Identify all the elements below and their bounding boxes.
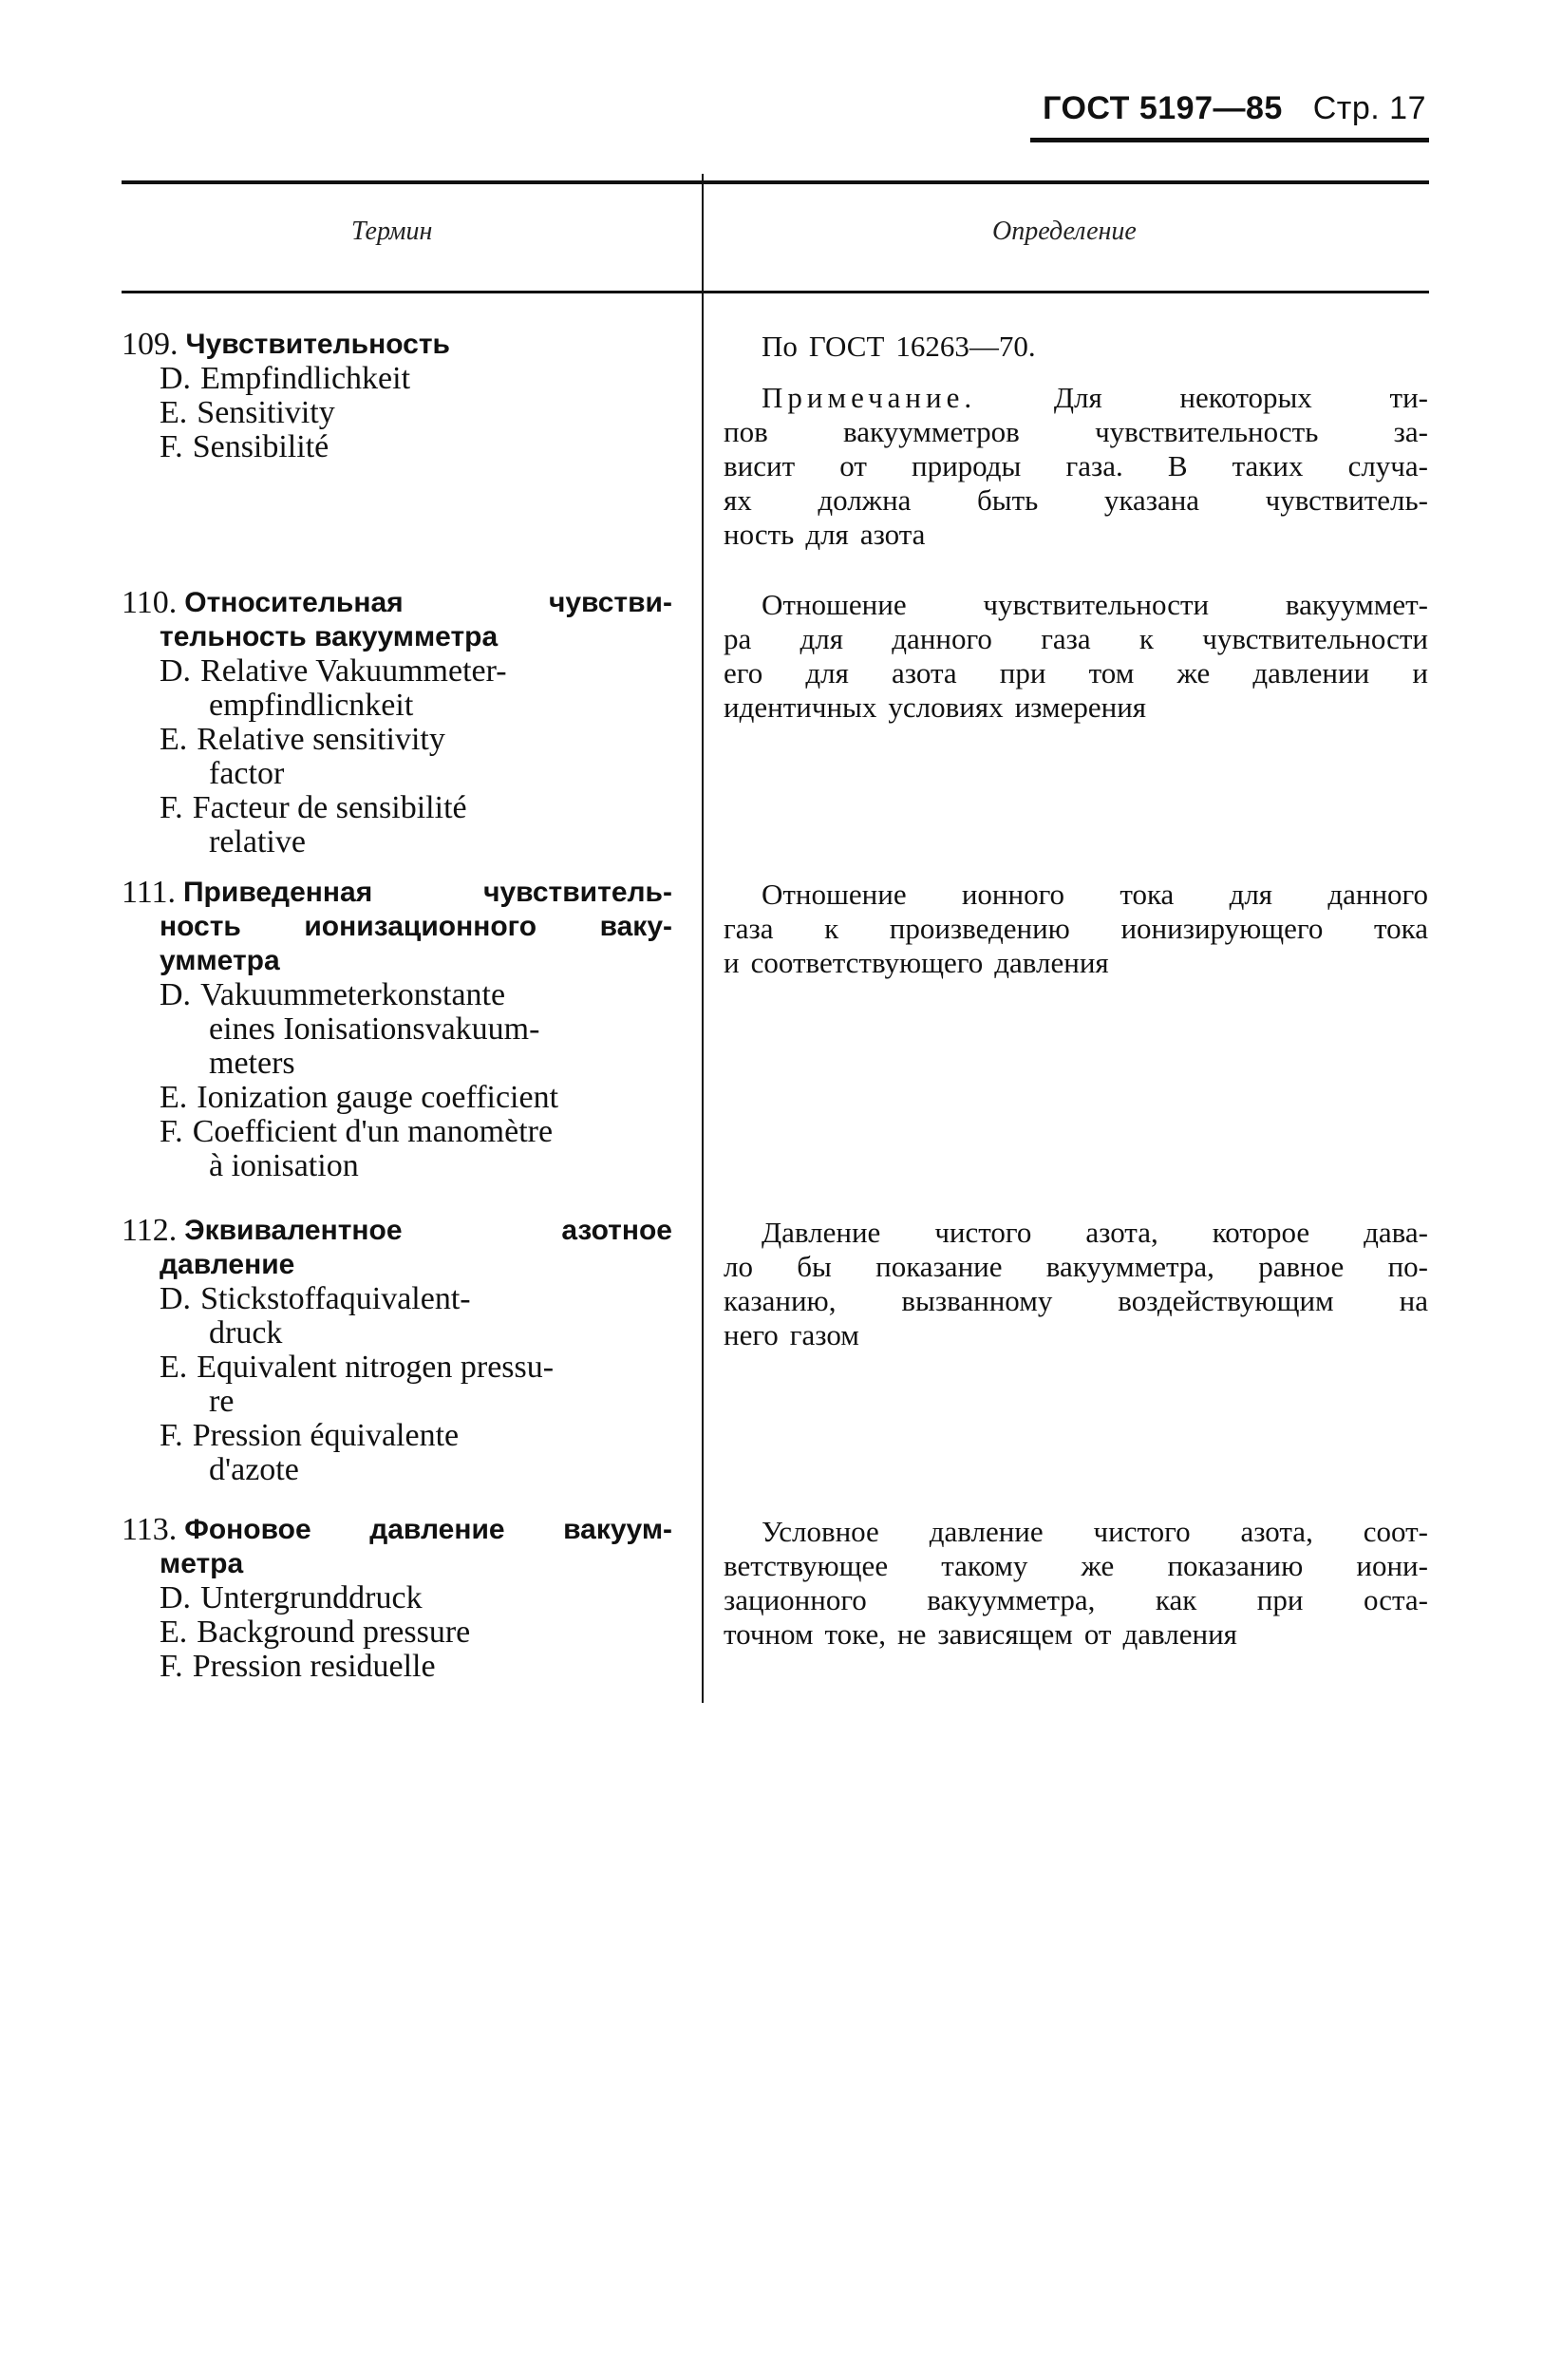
term-translation-line	[122, 1316, 672, 1351]
term-word: ионизационного	[304, 911, 537, 942]
page-header	[1043, 90, 1426, 127]
term-translation-line	[122, 757, 672, 791]
translation-text: eines Ionisationsvakuum-	[209, 1011, 540, 1047]
definition-line	[724, 415, 1428, 449]
definition-word: к	[1138, 622, 1154, 655]
definition-word: дава-	[1364, 1216, 1428, 1249]
term-title-text: Чувствительность	[185, 329, 450, 360]
term-word: ность	[160, 911, 241, 942]
term-translation-line	[122, 978, 672, 1012]
term-title-line	[122, 1513, 672, 1547]
term-word: азотное	[561, 1215, 672, 1246]
term-title-line	[122, 586, 672, 620]
definition-line	[724, 588, 1428, 622]
term-word: Эквивалентное	[184, 1215, 403, 1246]
column-divider	[702, 174, 704, 1703]
term-title-line	[122, 910, 672, 944]
definition-line	[724, 912, 1428, 946]
translation-text: à ionisation	[209, 1148, 359, 1183]
term-title-text: умметра	[160, 945, 280, 976]
entry-number: 112.	[122, 1213, 178, 1248]
definition-word: для	[805, 518, 849, 551]
definition-word: ти-	[1389, 381, 1428, 414]
definition-word: таких	[1232, 449, 1304, 482]
definition-word: должна	[818, 483, 912, 517]
definition-word: воздействующим	[1118, 1284, 1334, 1317]
term-translation-line	[122, 1650, 672, 1684]
definition-word: оста-	[1363, 1583, 1428, 1616]
translation-text: Relative sensitivity	[197, 722, 445, 757]
translation-lang: F.	[160, 1649, 183, 1684]
term-translation-line	[122, 1282, 672, 1316]
definition-word: быть	[977, 483, 1039, 517]
term-title-text	[184, 586, 672, 620]
standard-number: ГОСТ 5197—85	[1043, 90, 1283, 126]
definition-cell	[724, 1515, 1428, 1669]
term-title-text	[184, 1214, 672, 1248]
definition-paragraph	[724, 1216, 1428, 1352]
definition-word: тока	[1120, 878, 1175, 911]
term-title-text	[184, 1513, 672, 1547]
translation-text: Pression équivalente	[192, 1418, 460, 1453]
term-word: давление	[369, 1514, 505, 1545]
definition-word: для	[1229, 878, 1273, 911]
term-title-text: давление	[160, 1249, 295, 1280]
definition-word: вакууммет-	[1285, 588, 1428, 621]
definition-line	[724, 483, 1428, 518]
term-title-line	[122, 1214, 672, 1248]
term-title-text: тельность вакуумметра	[160, 621, 499, 652]
term-translation-line	[122, 1385, 672, 1419]
term-translation-line	[122, 430, 672, 464]
definition-word: чувствитель-	[1265, 483, 1428, 517]
definition-cell	[724, 588, 1428, 742]
definition-word: азота,	[1085, 1216, 1158, 1249]
definition-word: идентичных	[724, 690, 877, 724]
term-title-text: метра	[160, 1548, 244, 1579]
definition-word: показанию	[1167, 1549, 1304, 1582]
term-word: Относительная	[184, 587, 404, 618]
term-translation-line	[122, 1351, 672, 1385]
translation-text: Relative Vakuummeter-	[200, 653, 507, 689]
definition-word: В	[1167, 449, 1188, 482]
translation-text: druck	[209, 1315, 283, 1351]
translation-text: Sensibilité	[192, 429, 329, 464]
translation-lang: D.	[160, 1281, 192, 1316]
translation-lang: F.	[160, 1114, 183, 1149]
definition-line	[724, 690, 1428, 725]
definition-word: азота,	[1240, 1515, 1313, 1548]
definition-word: Отношение	[762, 588, 907, 621]
definition-word: же	[1081, 1549, 1115, 1582]
translation-text: Vakuummeterkonstante	[200, 977, 506, 1012]
definition-word: висит	[724, 449, 796, 482]
definition-line	[724, 381, 1428, 415]
definition-word: данного	[892, 622, 992, 655]
definition-line	[724, 449, 1428, 483]
term-translation-line	[122, 1615, 672, 1650]
translation-text: empfindlicnkeit	[209, 688, 414, 723]
definition-word: давления	[1122, 1617, 1237, 1651]
entry-number: 109.	[122, 327, 179, 362]
header-underline	[1030, 138, 1429, 142]
translation-text: Empfindlichkeit	[200, 361, 411, 396]
translation-text: Equivalent nitrogen pressu-	[197, 1350, 555, 1385]
definition-word: при	[1256, 1583, 1304, 1616]
translation-text: Sensitivity	[197, 395, 335, 430]
definition-word: по-	[1387, 1250, 1428, 1283]
definition-word: же	[1176, 656, 1211, 689]
definition-word: По	[762, 330, 798, 363]
definition-word: некоторых	[1179, 381, 1312, 414]
definition-paragraph	[724, 381, 1428, 552]
definition-word: как	[1155, 1583, 1197, 1616]
definition-word: случа-	[1347, 449, 1428, 482]
translation-text: d'azote	[209, 1452, 299, 1487]
definition-word: том	[1088, 656, 1135, 689]
definition-cell	[724, 330, 1428, 569]
definition-line	[724, 1617, 1428, 1652]
definition-word: для	[800, 622, 844, 655]
table-header-rule	[122, 291, 1429, 293]
term-word: чувствитель-	[483, 877, 672, 908]
definition-word: ионного	[961, 878, 1065, 911]
definition-word: иони-	[1356, 1549, 1428, 1582]
term-translation-line	[122, 825, 672, 859]
definition-line	[724, 1250, 1428, 1284]
term-word: вакуум-	[563, 1514, 672, 1545]
definition-word: 16263—70.	[895, 330, 1036, 363]
term-translation-line	[122, 1012, 672, 1047]
definition-word: природы	[911, 449, 1022, 482]
definition-line	[724, 1318, 1428, 1352]
definition-word: равное	[1258, 1250, 1345, 1283]
term-cell	[122, 1214, 672, 1487]
definition-word: чувствительности	[1202, 622, 1428, 655]
term-title-text	[160, 910, 672, 944]
term-translation-line	[122, 791, 672, 825]
definition-word: при	[999, 656, 1046, 689]
definition-word: ионизирующего	[1120, 912, 1324, 945]
term-word: чувстви-	[548, 587, 672, 618]
definition-word: ность	[724, 518, 795, 551]
definition-word: чувствительности	[983, 588, 1210, 621]
definition-word: не	[896, 1617, 927, 1651]
term-translation-line	[122, 689, 672, 723]
definition-word: Давление	[762, 1216, 881, 1249]
translation-lang: E.	[160, 395, 188, 430]
definition-word: указана	[1103, 483, 1200, 517]
definition-word: него	[724, 1318, 779, 1351]
definition-word: показание	[875, 1250, 1003, 1283]
translation-text: meters	[209, 1046, 295, 1081]
definition-word: казанию,	[724, 1284, 837, 1317]
term-title-line	[122, 620, 672, 654]
definition-line	[724, 1583, 1428, 1617]
definition-word: ло	[724, 1250, 753, 1283]
translation-text: Stickstoffaquivalent-	[200, 1281, 471, 1316]
definition-word: на	[1399, 1284, 1428, 1317]
definition-word: вакуумметров	[843, 415, 1020, 448]
term-translation-line	[122, 1453, 672, 1487]
definition-word: соот-	[1363, 1515, 1428, 1548]
term-translation-line	[122, 1419, 672, 1453]
definition-word: давления	[994, 946, 1109, 979]
definition-line	[724, 1284, 1428, 1318]
definition-word: вакуумметра,	[1045, 1250, 1214, 1283]
definition-word: данного	[1327, 878, 1428, 911]
definition-line	[724, 330, 1428, 364]
definition-word: Для	[1053, 381, 1102, 414]
translation-lang: E.	[160, 1350, 188, 1385]
definition-word: такому	[941, 1549, 1028, 1582]
definition-word: его	[724, 656, 763, 689]
term-translation-line	[122, 1047, 672, 1081]
definition-cell	[724, 878, 1428, 997]
definition-word: соответствующего	[750, 946, 984, 979]
definition-word: Отношение	[762, 878, 907, 911]
definition-word: которое	[1212, 1216, 1310, 1249]
definition-cell	[724, 1216, 1428, 1369]
term-cell	[122, 586, 672, 859]
definition-word: ях	[724, 483, 752, 517]
definition-line	[724, 518, 1428, 552]
term-translation-line	[122, 1081, 672, 1115]
definition-word: произведению	[889, 912, 1070, 945]
definition-word: условиях	[888, 690, 1004, 724]
definition-word: Условное	[762, 1515, 879, 1548]
translation-text: Pression residuelle	[192, 1649, 436, 1684]
translation-lang: D.	[160, 1580, 192, 1615]
term-title-line	[122, 1248, 672, 1282]
definition-word: и	[724, 946, 740, 979]
translation-text: re	[209, 1384, 235, 1419]
entry-number: 110.	[122, 585, 178, 620]
definition-word: азота	[859, 518, 926, 551]
definition-word: чистого	[1093, 1515, 1191, 1548]
definition-word: пов	[724, 415, 768, 448]
definition-line	[724, 1515, 1428, 1549]
page-number: Стр. 17	[1312, 90, 1426, 126]
translation-lang: D.	[160, 977, 192, 1012]
translation-lang: F.	[160, 1418, 183, 1453]
definition-word: ветствующее	[724, 1549, 889, 1582]
translation-lang: E.	[160, 1615, 188, 1650]
definition-word: и	[1412, 656, 1428, 689]
definition-paragraph	[724, 1515, 1428, 1652]
definition-word: чистого	[934, 1216, 1032, 1249]
definition-paragraph	[724, 330, 1428, 364]
definition-word: для	[805, 656, 849, 689]
definition-word: газа.	[1065, 449, 1123, 482]
translation-lang: D.	[160, 653, 192, 689]
entry-number: 113.	[122, 1512, 178, 1547]
term-cell	[122, 1513, 672, 1684]
definition-word: к	[824, 912, 839, 945]
term-word: Приведенная	[182, 877, 373, 908]
definition-line	[724, 1216, 1428, 1250]
term-cell	[122, 328, 672, 464]
term-word: ваку-	[599, 911, 672, 942]
term-translation-line	[122, 1149, 672, 1183]
entry-number: 111.	[122, 875, 176, 910]
term-title-text	[183, 876, 672, 910]
definition-word: за-	[1393, 415, 1428, 448]
definition-word: чувствительность	[1095, 415, 1319, 448]
table-top-rule	[122, 180, 1429, 184]
definition-word: азота	[892, 656, 957, 689]
term-title-line	[122, 944, 672, 978]
translation-lang: F.	[160, 790, 183, 825]
translation-lang: E.	[160, 1080, 188, 1115]
term-cell	[122, 876, 672, 1183]
term-title-line	[122, 1547, 672, 1581]
term-translation-line	[122, 362, 672, 396]
definition-word: от	[1083, 1617, 1112, 1651]
definition-word: бы	[797, 1250, 832, 1283]
translation-lang: E.	[160, 722, 188, 757]
definition-word: давление	[929, 1515, 1044, 1548]
definition-word: ра	[724, 622, 752, 655]
definition-word: точном	[724, 1617, 814, 1651]
definition-word: зационного	[724, 1583, 867, 1616]
definition-word: газа	[1041, 622, 1091, 655]
term-translation-line	[122, 1115, 672, 1149]
definition-word: давлении	[1252, 656, 1370, 689]
definition-word: ГОСТ	[808, 330, 885, 363]
definition-word: токе,	[824, 1617, 886, 1651]
translation-text: Facteur de sensibilité	[192, 790, 467, 825]
definition-word: от	[839, 449, 867, 482]
term-translation-line	[122, 654, 672, 689]
definition-word: газом	[789, 1318, 859, 1351]
definition-word: зависящем	[937, 1617, 1073, 1651]
column-header-term: Термин	[351, 217, 433, 246]
definition-paragraph	[724, 588, 1428, 725]
definition-word: вызванному	[901, 1284, 1053, 1317]
column-header-definition: Определение	[992, 217, 1137, 246]
translation-text: Untergrunddruck	[200, 1580, 423, 1615]
term-translation-line	[122, 723, 672, 757]
note-label: Примечание.	[762, 381, 977, 414]
translation-text: factor	[209, 756, 285, 791]
definition-word: газа	[724, 912, 774, 945]
definition-word: измерения	[1014, 690, 1147, 724]
definition-paragraph	[724, 878, 1428, 980]
definition-line	[724, 946, 1428, 980]
definition-line	[724, 656, 1428, 690]
term-title-line	[122, 876, 672, 910]
term-word: Фоновое	[184, 1514, 311, 1545]
translation-text: relative	[209, 824, 306, 859]
translation-text: Coefficient d'un manomètre	[192, 1114, 554, 1149]
translation-text: Background pressure	[197, 1615, 471, 1650]
definition-line	[724, 878, 1428, 912]
translation-lang: F.	[160, 429, 183, 464]
term-translation-line	[122, 1581, 672, 1615]
term-translation-line	[122, 396, 672, 430]
translation-lang: D.	[160, 361, 192, 396]
translation-text: Ionization gauge coefficient	[197, 1080, 559, 1115]
definition-word: вакуумметра,	[927, 1583, 1096, 1616]
term-title-line	[122, 328, 672, 362]
definition-word: тока	[1373, 912, 1428, 945]
definition-line	[724, 1549, 1428, 1583]
definition-line	[724, 622, 1428, 656]
